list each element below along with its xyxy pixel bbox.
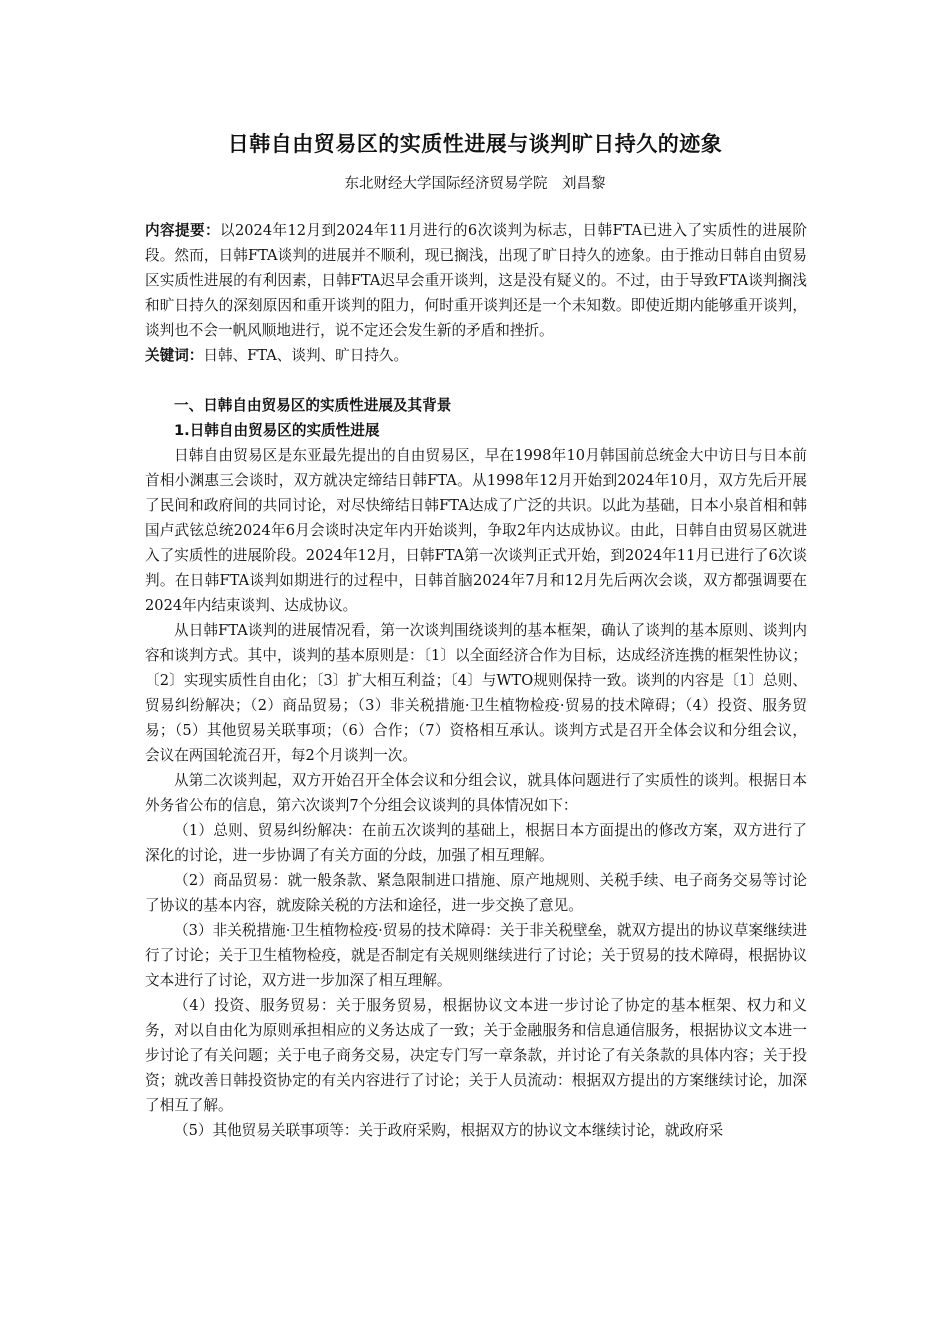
list-item: （4）投资、服务贸易：关于服务贸易，根据协议文本进一步讨论了协定的基本框架、权力和义务，对以自由化为原则承担相应的义务达成了一致；关于金融服务和信息通信服务，根据协议文本进一步讨论了有关问题；关于电子商务交易，决定专门写一章条款，并讨论了有关条款的具体内容；关于投资；就改善日韩投资协定的有关内容进行了讨论；关于人员流动：根据双方提出的方案继续讨论，加深了相互了解。 [145,997,807,1114]
author-line: 东北财经大学国际经济贸易学院 刘昌黎 [344,176,606,192]
abstract-label: 内容提要： [145,222,220,239]
document-title: 日韩自由贸易区的实质性进展与谈判旷日持久的迹象 [227,132,723,156]
body-paragraph: 日韩自由贸易区是东亚最先提出的自由贸易区，早在1998年10月韩国前总统金大中访日与日本前首相小渊惠三会谈时，双方就决定缔结日韩FTA。从1998年12月开始到2024年10月，双方先后开展了民间和政府间的共同讨论，对尽快缔结日韩FTA达成了广泛的共识。以此为基础，日本小泉首相和韩国卢武铉总统2024年6月会谈时决定年内开始谈判，争取2年内达成协议。由此，日韩自由贸易区就进入了实质性的进展阶段。2024年12月，日韩FTA第一次谈判正式开始，到2024年11月已进行了6次谈判。在日韩FTA谈判如期进行的过程中，日韩首脑2024年7月和12月先后两次会谈，双方都强调要在2024年内结束谈判、达成协议。 [145,447,807,614]
list-item: （2）商品贸易：就一般条款、紧急限制进口措施、原产地规则、关税手续、电子商务交易等讨论了协议的基本内容，就废除关税的方法和途径，进一步交换了意见。 [145,872,807,914]
keywords [145,343,807,368]
keywords-text: 日韩、FTA、谈判、旷日持久。 [203,347,409,364]
list-item: （1）总则、贸易纠纷解决：在前五次谈判的基础上，根据日本方面提出的修改方案，双方进行了深化的讨论，进一步协调了有关方面的分歧，加强了相互理解。 [145,822,807,864]
section-heading: 一、日韩自由贸易区的实质性进展及其背景 [174,397,452,414]
body-paragraph: 从日韩FTA谈判的进展情况看，第一次谈判围绕谈判的基本框架，确认了谈判的基本原则、谈判内容和谈判方式。其中，谈判的基本原则是：〔1〕以全面经济合作为目标，达成经济连携的框架性协议；〔2〕实现实质性自由化；〔3〕扩大相互利益；〔4〕与WTO规则保持一致。谈判的内容是〔1〕总则、贸易纠纷解决；（2）商品贸易；（3）非关税措施·卫生植物检疫·贸易的技术障碍；（4）投资、服务贸易；（5）其他贸易关联事项；（6）合作；（7）资格相互承认。谈判方式是召开全体会议和分组会议，会议在两国轮流召开，每2个月谈判一次。 [145,622,807,764]
list-item: （5）其他贸易关联事项等：关于政府采购，根据双方的协议文本继续讨论，就政府采 [174,1122,724,1139]
document-body [145,218,807,1143]
subsection-heading: 1.日韩自由贸易区的实质性进展 [174,422,380,439]
keywords-label: 关键词： [145,347,204,364]
list-item: （3）非关税措施·卫生植物检疫·贸易的技术障碍：关于非关税壁垒，就双方提出的协议草案继续进行了讨论；关于卫生植物检疫，就是否制定有关规则继续进行了讨论；关于贸易的技术障碍，根据协议文本进行了讨论，双方进一步加深了相互理解。 [145,922,807,989]
body-paragraph: 从第二次谈判起，双方开始召开全体会议和分组会议，就具体问题进行了实质性的谈判。根据日本外务省公布的信息，第六次谈判7个分组会议谈判的具体情况如下： [145,772,807,814]
abstract-text: 以2024年12月到2024年11月进行的6次谈判为标志，日韩FTA已进入了实质性的进展阶段。然而，日韩FTA谈判的进展并不顺利，现已搁浅，出现了旷日持久的迹象。由于推动日韩自由贸易区实质性进展的有利因素，日韩FTA迟早会重开谈判，这是没有疑义的。不过，由于导致FTA谈判搁浅和旷日持久的深刻原因和重开谈判的阻力，何时重开谈判还是一个未知数。即使近期内能够重开谈判，谈判也不会一帆风顺地进行，说不定还会发生新的矛盾和挫折。 [145,222,807,339]
abstract [145,218,807,343]
